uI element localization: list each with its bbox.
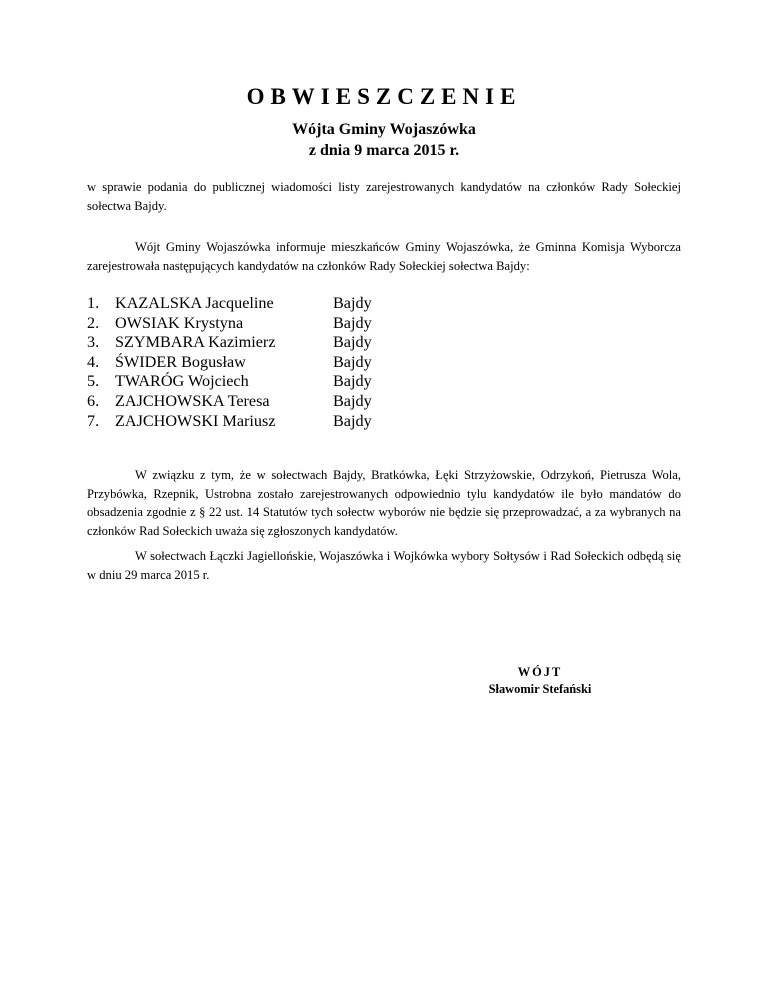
candidate-village: Bajdy	[333, 352, 372, 371]
candidate-village: Bajdy	[333, 372, 372, 391]
candidate-number: 5.	[87, 372, 100, 391]
document-subtitle-issuer: Wójta Gminy Wojaszówka	[292, 121, 476, 138]
candidate-village: Bajdy	[333, 294, 372, 312]
subject-paragraph: w sprawie podania do publicznej wiadomości listy zarejestrowanych kandydatów na członków Rady Sołeckiej sołectwa Bajdy.	[87, 180, 681, 213]
no-elections-paragraph: W związku z tym, że w sołectwach Bajdy, Bratkówka, Łęki Strzyżowskie, Odrzykoń, Pietrusza Wola, Przybówka, Rzepnik, Ustrobna zostało zarejestrowanych odpowiednio tylu kandydatów ile było mandatów do obsadzenia zgodnie z § 22 ust. 14 Statutów tych sołectw wyborów nie będzie się przeprowadzać, a za wybranych na członków Rad Sołeckich uważa się zgłoszonych kandydatów.	[87, 468, 681, 538]
list-item	[87, 372, 372, 392]
candidate-number: 6.	[87, 391, 100, 410]
candidate-list	[87, 294, 372, 431]
candidate-number: 3.	[87, 333, 100, 352]
list-item	[87, 314, 372, 334]
candidate-name: OWSIAK Krystyna	[115, 313, 244, 332]
list-item	[87, 392, 372, 412]
candidate-number: 1.	[87, 294, 100, 312]
list-item	[87, 294, 372, 314]
list-item	[87, 412, 372, 432]
candidate-name: ŚWIDER Bogusław	[115, 352, 246, 371]
signature-title: WÓJT	[517, 665, 563, 679]
election-date-paragraph: W sołectwach Łączki Jagiellońskie, Wojaszówka i Wojkówka wybory Sołtysów i Rad Sołeckich odbędą się w dniu 29 marca 2015 r.	[87, 549, 681, 582]
candidate-name: SZYMBARA Kazimierz	[115, 333, 276, 352]
document-title: OBWIESZCZENIE	[246, 84, 522, 109]
document-subtitle-date: z dnia 9 marca 2015 r.	[308, 142, 460, 159]
candidate-name: TWARÓG Wojciech	[115, 372, 249, 391]
candidate-number: 2.	[87, 313, 100, 332]
candidate-village: Bajdy	[333, 333, 372, 352]
list-item	[87, 353, 372, 373]
candidate-village: Bajdy	[333, 391, 372, 410]
announcement-paragraph: Wójt Gminy Wojaszówka informuje mieszkańców Gminy Wojaszówka, że Gminna Komisja Wyborcza zarejestrowała następujących kandydatów na członków Rady Sołeckiej sołectwa Bajdy:	[87, 240, 681, 273]
signature-name: Sławomir Stefański	[488, 682, 592, 696]
candidate-village: Bajdy	[333, 411, 372, 430]
candidate-village: Bajdy	[333, 313, 372, 332]
candidate-number: 4.	[87, 352, 100, 371]
candidate-name: ZAJCHOWSKI Mariusz	[115, 411, 276, 430]
list-item	[87, 333, 372, 353]
candidate-name: KAZALSKA Jacqueline	[115, 294, 274, 312]
candidate-name: ZAJCHOWSKA Teresa	[115, 391, 270, 410]
candidate-number: 7.	[87, 411, 100, 430]
